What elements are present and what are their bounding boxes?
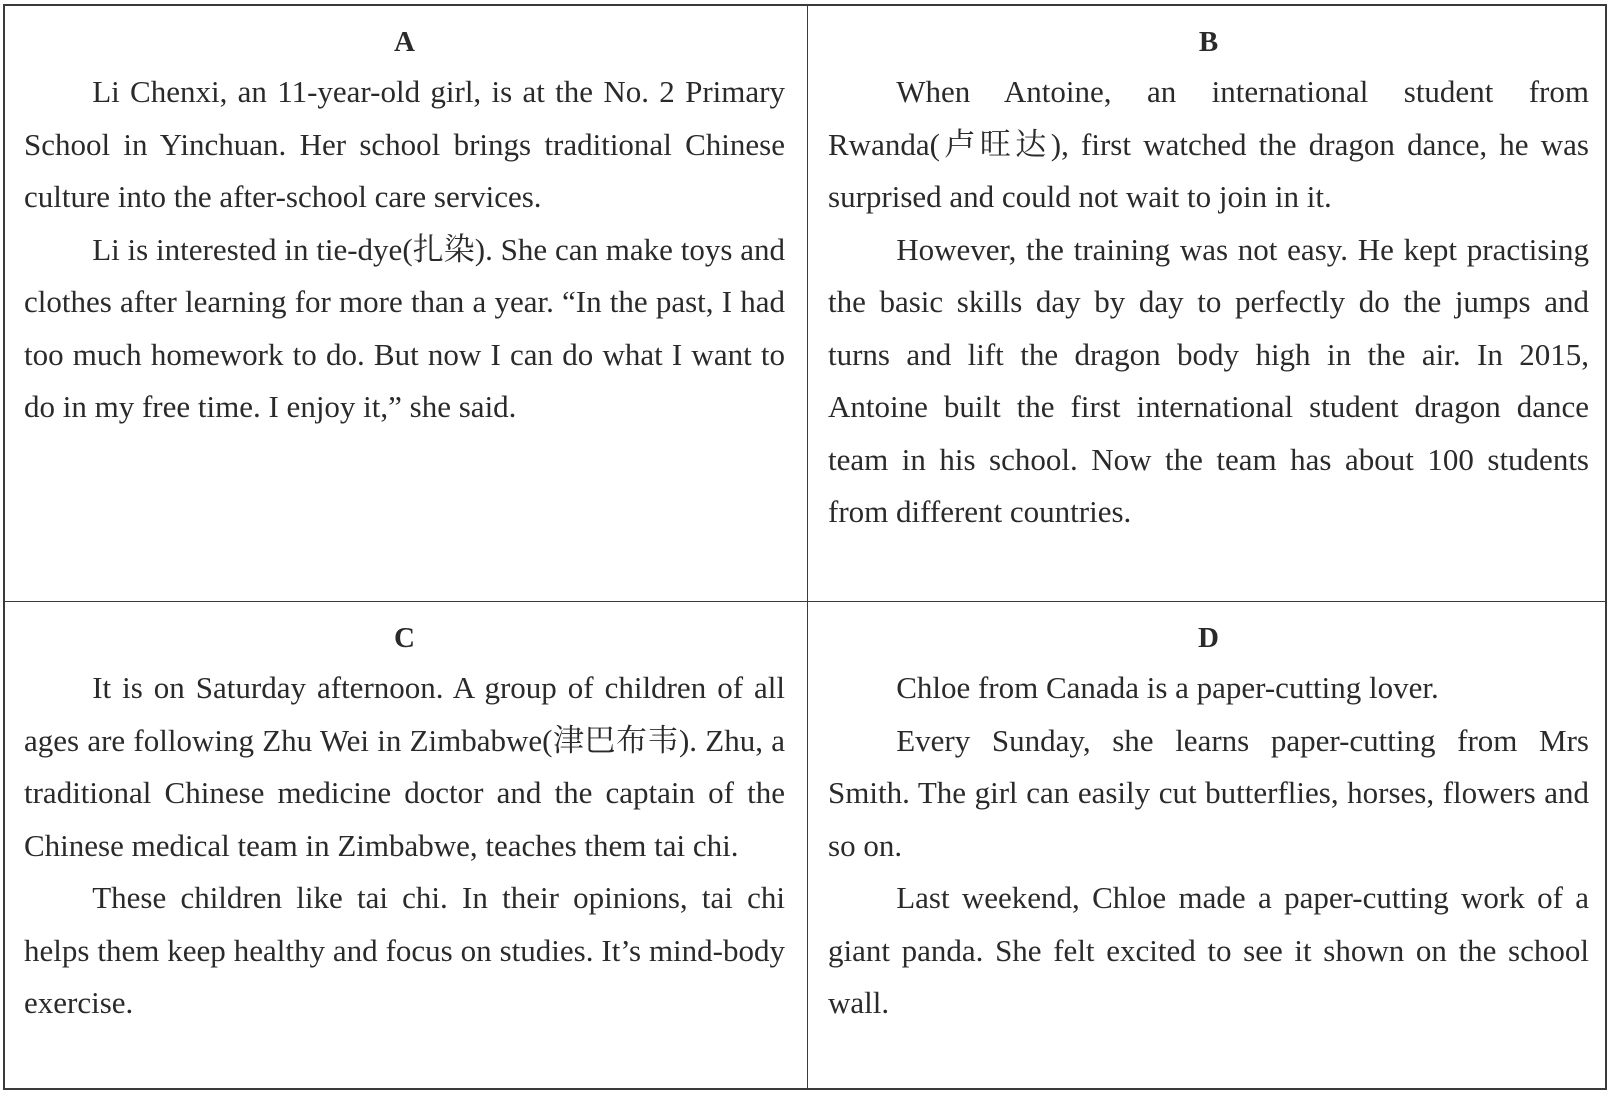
passage-a-title: A — [394, 26, 415, 58]
passage-d-paragraph-2: Every Sunday, she learns paper-cutting from Mrs Smith. The girl can easily cut butterflies, horses, flowers and so on. — [828, 722, 1589, 863]
passage-b-paragraph-2: However, the training was not easy. He kept practising the basic skills day by day to perfectly do the jumps and turns and lift the dragon body high in the air. In 2015, Antoine built the first international student dragon dance team in his school. Now the team has about 100 students from different countries. — [828, 231, 1589, 529]
passage-c-paragraph-1: It is on Saturday afternoon. A group of children of all ages are following Zhu Wei in Zimbabwe(津巴布韦). Zhu, a traditional Chinese medicine doctor and the captain of the Chinese medical team in Zimbabwe, teaches them tai chi. — [24, 670, 785, 863]
passage-b — [808, 6, 1605, 602]
passage-b-paragraph-1: When Antoine, an international student from Rwanda(卢旺达), first watched the dragon dance, he was surprised and could not wait to join in it. — [828, 74, 1589, 214]
passage-d-paragraph-3: Last weekend, Chloe made a paper-cutting work of a giant panda. She felt excited to see it shown on the school wall. — [828, 880, 1589, 1020]
passage-a-paragraph-2: Li is interested in tie-dye(扎染). She can make toys and clothes after learning for more than a year. “In the past, I had too much homework to do. But now I can do what I want to do in my free time. I enjoy it,” she said. — [24, 231, 785, 424]
passage-a-paragraph-1: Li Chenxi, an 11-year-old girl, is at the No. 2 Primary School in Yinchuan. Her school brings traditional Chinese culture into the after-school care services. — [24, 74, 785, 214]
passage-d-title: D — [1198, 622, 1219, 654]
passage-a — [5, 6, 808, 602]
passage-c-title: C — [394, 622, 415, 654]
passage-c — [5, 602, 808, 1088]
passage-d-paragraph-1: Chloe from Canada is a paper-cutting lover. — [896, 670, 1439, 705]
passage-d — [808, 602, 1605, 1088]
passages-table — [3, 4, 1607, 1090]
passage-b-title: B — [1198, 26, 1219, 58]
passage-c-paragraph-2: These children like tai chi. In their opinions, tai chi helps them keep healthy and focus on studies. It’s mind-body exercise. — [24, 880, 785, 1020]
